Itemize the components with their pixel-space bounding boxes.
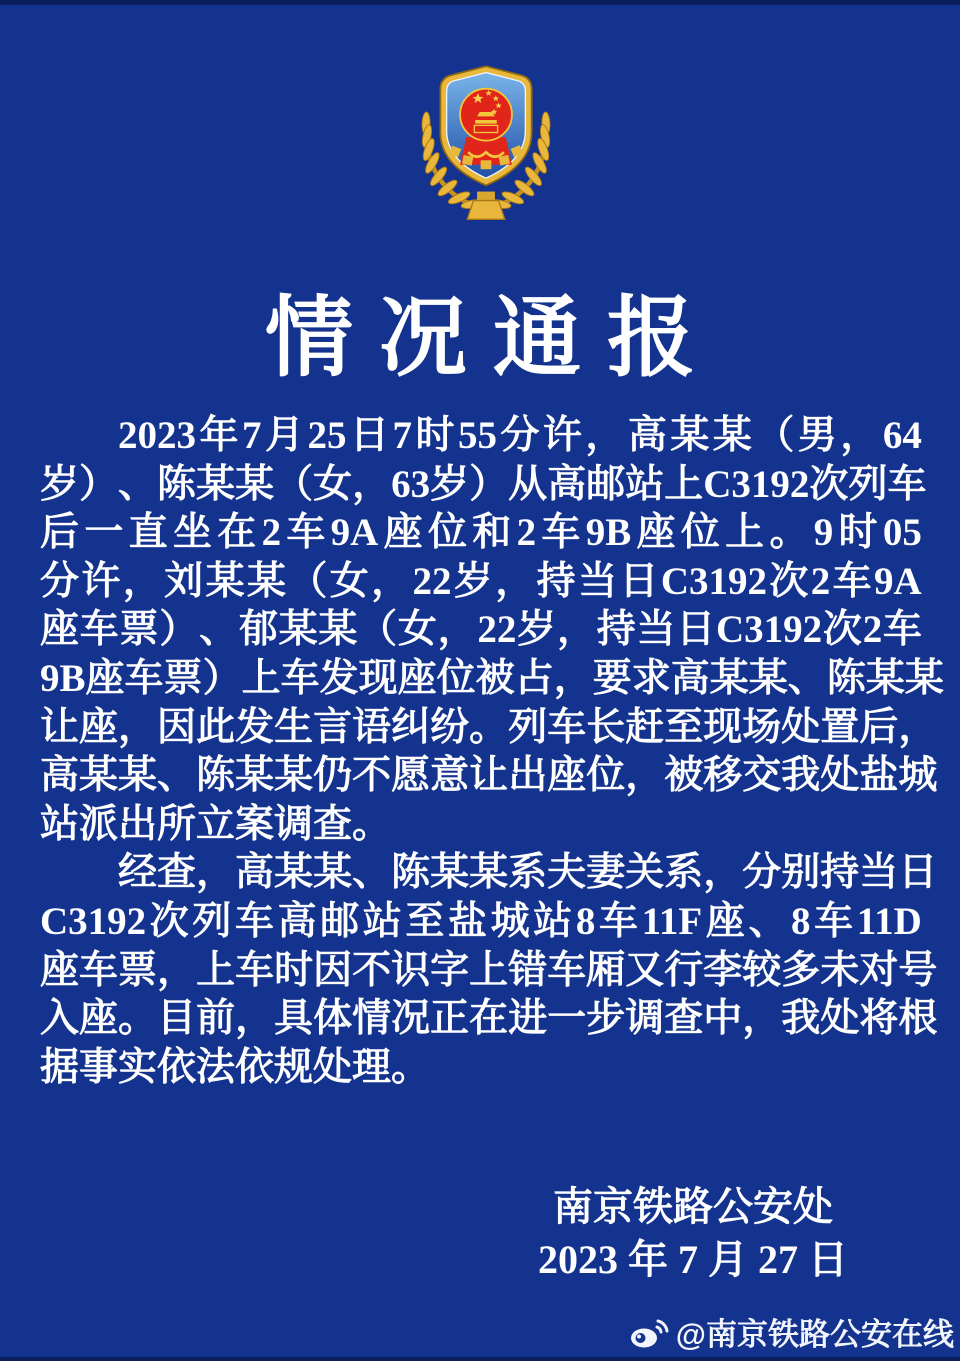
weibo-icon xyxy=(629,1315,671,1349)
body-line: 座 车 票 ， 上 车 时 因 不 识 字 上 错 车 厢 又 行 李 较 多 未 对 号 xyxy=(40,948,938,992)
body-line: 岁 ） 、 陈 某 某 （ 女 ， 63 岁 ） 从 高 邮 站 上 C3192 次 列 车 xyxy=(40,462,927,506)
body-line: 经 查 ， 高 某 某 、 陈 某 某 系 夫 妻 关 系 ， 分 别 持 当 日 xyxy=(118,851,938,895)
body-line: 据事实依法依规处理。 xyxy=(40,1045,431,1089)
police-badge-emblem xyxy=(396,52,576,227)
body-line: 座 车 票 ） 、 郁 某 某 （ 女 ， 22 岁 ， 持 当 日 C3192 次 2 车 xyxy=(40,608,922,652)
signature-org: 南京铁路公安处 xyxy=(553,1184,833,1229)
notice-title: 情况通报 xyxy=(264,291,721,388)
body-line: 9B 座 车 票 ） 上 车 发 现 座 位 被 占 ， 要 求 高 某 某 、 陈 某 某 xyxy=(40,656,944,700)
body-line: 分 许 ， 刘 某 某 （ 女 ， 22 岁 ， 持 当 日 C3192 次 2 车 9A xyxy=(40,559,922,603)
body-line: 高 某 某 、 陈 某 某 仍 不 愿 意 让 出 座 位 ， 被 移 交 我 处 盐 城 xyxy=(40,754,938,798)
body-line: 入 座 。 目 前 ， 具 体 情 况 正 在 进 一 步 调 查 中 ， 我 处 将 根 xyxy=(40,997,938,1041)
body-line: 后 一 直 坐 在 2 车 9A 座 位 和 2 车 9B 座 位 上 。 9 时 05 xyxy=(40,511,922,555)
bottom-edge-strip xyxy=(0,1357,960,1361)
top-edge-strip xyxy=(0,0,960,5)
body-line: 2023 年 7 月 25 日 7 时 55 分 许 ， 高 某 某 （ 男 ， 64 xyxy=(118,414,922,457)
body-line: 站派出所立案调查。 xyxy=(40,802,392,846)
signature-block xyxy=(538,1180,848,1286)
signature-date: 2023 年 7 月 27 日 xyxy=(538,1237,848,1282)
weibo-watermark xyxy=(629,1309,954,1354)
body-line: 让 座 ， 因 此 发 生 言 语 纠 纷 。 列 车 长 赶 至 现 场 处 置 后 ， xyxy=(40,705,938,749)
police-badge-icon xyxy=(396,52,576,222)
body-text xyxy=(40,412,944,1092)
body-line: C3192 次 列 车 高 邮 站 至 盐 城 站 8 车 11F 座 、 8 车 11D xyxy=(40,899,922,943)
watermark-text: @南京铁路公安在线 xyxy=(675,1317,954,1352)
